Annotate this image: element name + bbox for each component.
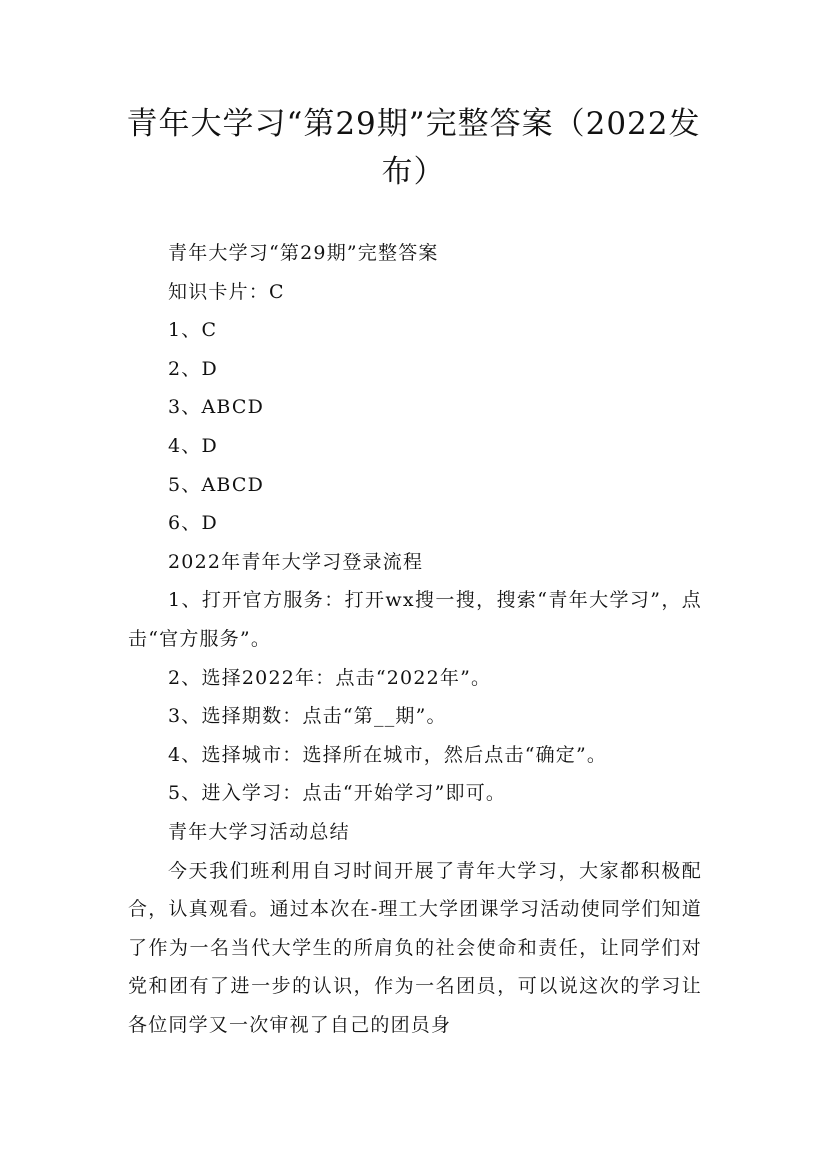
paragraph-answer-3: 3、ABCD	[168, 396, 265, 419]
paragraph-knowledge-card: 知识卡片：C	[168, 280, 285, 303]
paragraph-answer-2: 2、D	[168, 357, 218, 380]
paragraph-step-5: 5、进入学习：点击“开始学习”即可。	[168, 782, 507, 805]
paragraph-heading: 青年大学习“第29期”完整答案	[168, 242, 439, 264]
paragraph-step-3: 3、选择期数：点击“第__期”。	[168, 705, 447, 728]
paragraph-answer-6: 6、D	[168, 512, 218, 535]
paragraph-summary-text: 今天我们班利用自习时间开展了青年大学习，大家都积极配合，认真观看。通过本次在-理工大学团课学习活动使同学们知道了作为一名当代大学生的所肩负的社会使命和责任，让同学们对党和团有了进一步的认识，作为一名团员，可以说这次的学习让各位同学又一次审视了自己的团员身	[128, 859, 702, 1036]
paragraph-answer-4: 4、D	[168, 434, 218, 457]
paragraph-step-1: 1、打开官方服务：打开wx搜一搜，搜索“青年大学习”，点击“官方服务”。	[128, 589, 702, 650]
paragraph-step-4: 4、选择城市：选择所在城市，然后点击“确定”。	[168, 743, 608, 766]
document-body	[128, 234, 702, 1044]
paragraph-answer-1: 1、C	[168, 319, 218, 342]
document-title: 青年大学习“第29期”完整答案（2022发布）	[126, 106, 701, 190]
paragraph-step-2: 2、选择2022年：点击“2022年”。	[168, 666, 492, 689]
paragraph-login-heading: 2022年青年大学习登录流程	[168, 550, 424, 573]
paragraph-answer-5: 5、ABCD	[168, 473, 265, 496]
paragraph-summary-heading: 青年大学习活动总结	[168, 820, 350, 843]
